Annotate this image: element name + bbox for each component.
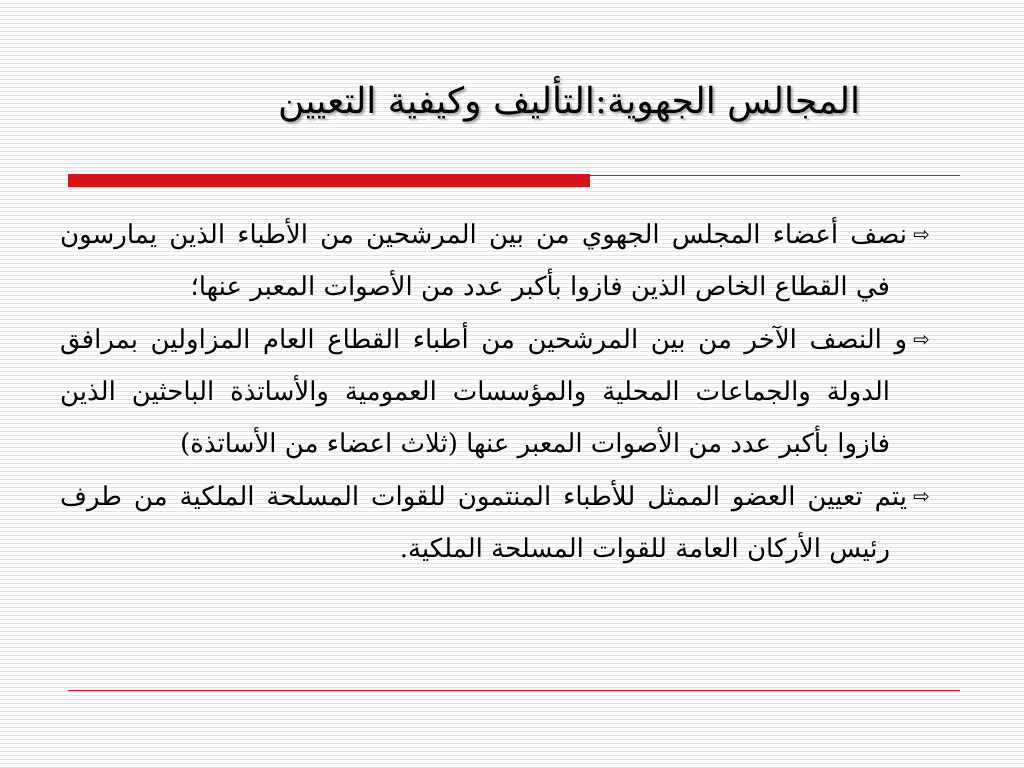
paragraph-text: يتم تعيين العضو الممثل للأطباء المنتمون للقوات المسلحة الملكية من طرف رئيس الأركان العامة للقوات المسلحة الملكية. [60, 482, 907, 564]
title-underline-bar [68, 174, 590, 187]
title-underline-thin [590, 175, 960, 176]
slide-title: المجالس الجهوية:التأليف وكيفية التعيين [277, 81, 860, 122]
paragraph-private-sector: ⇨نصف أعضاء المجلس الجهوي من بين المرشحين من الأطباء الذين يمارسون في القطاع الخاص الذين فازوا بأكبر عدد من الأصوات المعبر عنها؛ [60, 220, 930, 302]
paragraph-public-sector: ⇨و النصف الآخر من بين المرشحين من أطباء القطاع العام المزاولين بمرافق الدولة والجماعات المحلية والمؤسسات العمومية والأساتذة الباحثين الذين فازوا بأكبر عدد من الأصوات المعبر عنها (ثلاث اعضاء من الأساتذة) [60, 325, 930, 459]
slide-content [60, 208, 930, 575]
paragraph-text: نصف أعضاء المجلس الجهوي من بين المرشحين من الأطباء الذين يمارسون في القطاع الخاص الذين فازوا بأكبر عدد من الأصوات المعبر عنها؛ [60, 220, 907, 302]
paragraph-armed-forces: ⇨يتم تعيين العضو الممثل للأطباء المنتمون للقوات المسلحة الملكية من طرف رئيس الأركان العامة للقوات المسلحة الملكية. [60, 482, 930, 564]
bottom-divider [68, 690, 960, 691]
paragraph-text: و النصف الآخر من بين المرشحين من أطباء القطاع العام المزاولين بمرافق الدولة والجماعات المحلية والمؤسسات العمومية والأساتذة الباحثين الذين فازوا بأكبر عدد من الأصوات المعبر عنها (ثلاث اعضاء من الأساتذة) [60, 325, 907, 459]
